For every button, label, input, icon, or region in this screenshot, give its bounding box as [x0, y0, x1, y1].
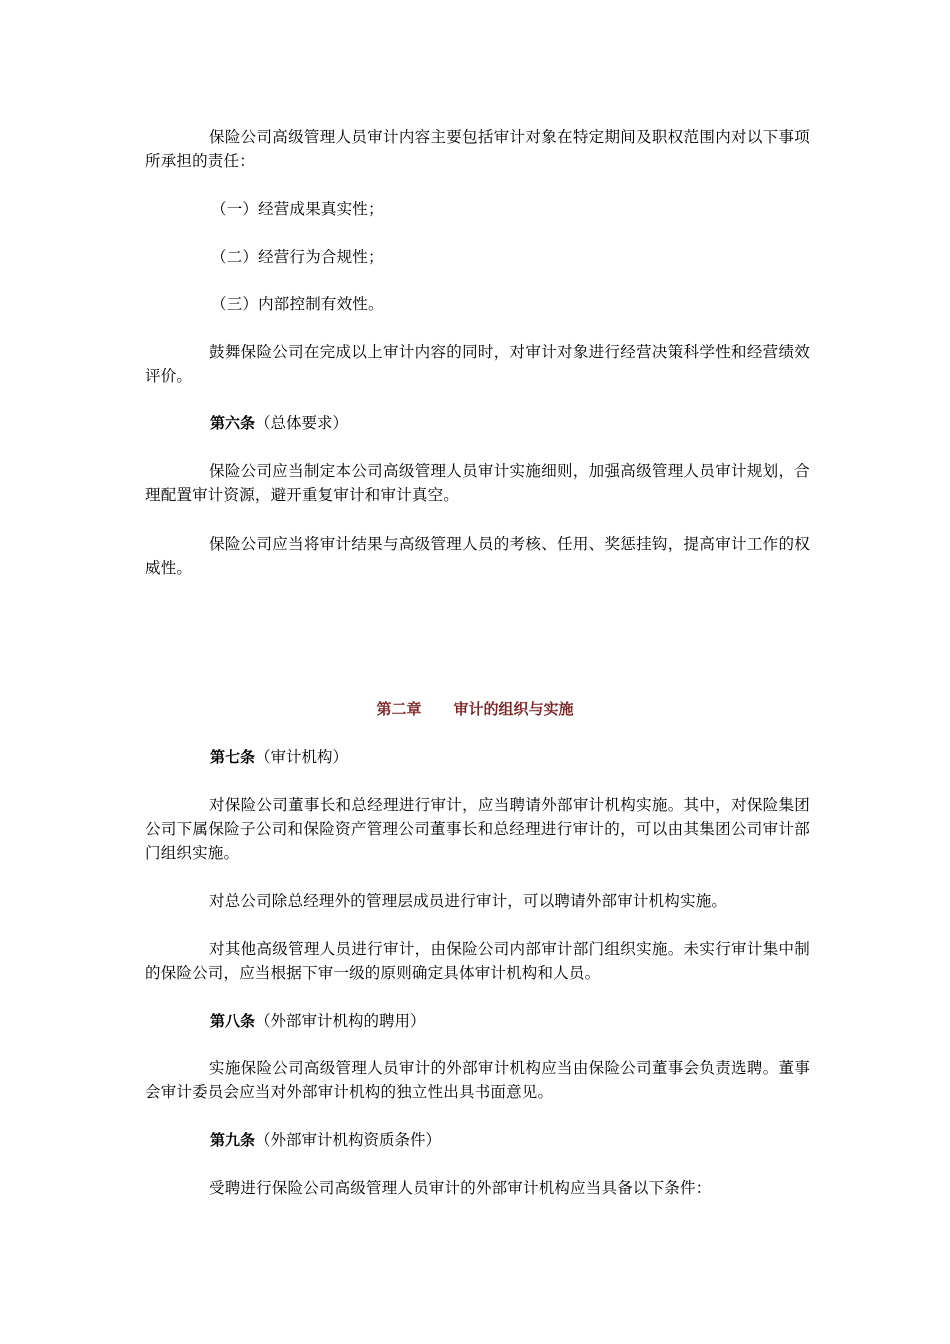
- article-8-title: （外部审计机构的聘用）: [255, 1012, 426, 1030]
- chapter-title: 审计的组织与实施: [453, 700, 574, 718]
- list-item-internal-control: （三）内部控制有效性。: [211, 295, 384, 313]
- chapter-number: 第二章: [376, 700, 422, 718]
- paragraph-audit-results-link: 保险公司应当将审计结果与高级管理人员的考核、任用、奖惩挂钩，提高审计工作的权威性。: [145, 535, 810, 577]
- article-7-title: （审计机构）: [255, 748, 349, 766]
- paragraph-implementation-rules: 保险公司应当制定本公司高级管理人员审计实施细则，加强高级管理人员审计规划，合理配置审计资源，避开重复审计和审计真空。: [145, 462, 810, 504]
- paragraph-external-auditor-conditions: 受聘进行保险公司高级管理人员审计的外部审计机构应当具备以下条件：: [209, 1179, 712, 1197]
- article-7-number: 第七条: [210, 748, 256, 766]
- article-7-heading: [210, 745, 348, 769]
- article-6-title: （总体要求）: [255, 414, 349, 432]
- article-8-heading: [210, 1009, 426, 1033]
- article-9-title: （外部审计机构资质条件）: [255, 1131, 442, 1149]
- paragraph-encourage-evaluation: 鼓舞保险公司在完成以上审计内容的同时，对审计对象进行经营决策科学性和经营绩效评价。: [145, 343, 810, 385]
- article-9-number: 第九条: [210, 1131, 256, 1149]
- paragraph-other-managers-audit: 对其他高级管理人员进行审计，由保险公司内部审计部门组织实施。未实行审计集中制的保险公司，应当根据下审一级的原则确定具体审计机构和人员。: [145, 940, 810, 982]
- article-8-number: 第八条: [210, 1012, 256, 1030]
- paragraph-chairman-audit: 对保险公司董事长和总经理进行审计，应当聘请外部审计机构实施。其中，对保险集团公司下属保险子公司和保险资产管理公司董事长和总经理进行审计的，可以由其集团公司审计部门组织实施。: [145, 796, 810, 862]
- article-6-number: 第六条: [210, 414, 256, 432]
- paragraph-management-audit: 对总公司除总经理外的管理层成员进行审计，可以聘请外部审计机构实施。: [209, 892, 728, 910]
- chapter-2-heading: [0, 697, 950, 721]
- article-6-heading: [210, 411, 348, 435]
- paragraph-audit-content: 保险公司高级管理人员审计内容主要包括审计对象在特定期间及职权范围内对以下事项所承担的责任：: [145, 128, 810, 170]
- article-9-heading: [210, 1128, 441, 1152]
- list-item-operating-results: （一）经营成果真实性；: [211, 200, 384, 218]
- paragraph-external-auditor-selection: 实施保险公司高级管理人员审计的外部审计机构应当由保险公司董事会负责选聘。董事会审计委员会应当对外部审计机构的独立性出具书面意见。: [145, 1059, 810, 1101]
- list-item-operating-compliance: （二）经营行为合规性；: [211, 248, 384, 266]
